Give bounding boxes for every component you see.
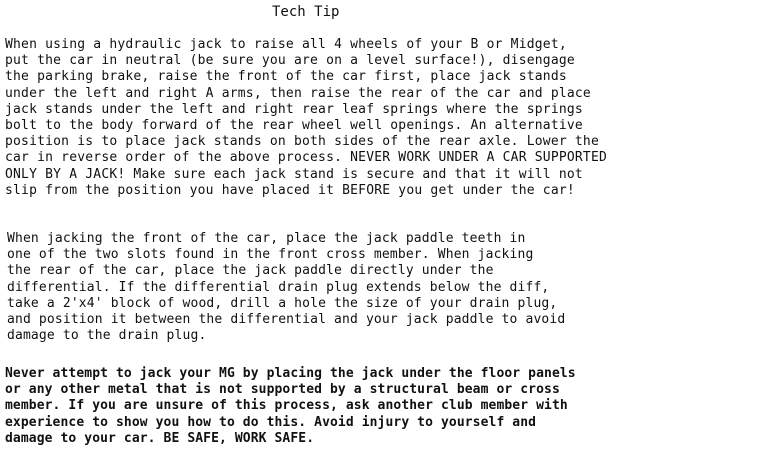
text-line: or any other metal that is not supported by a structural beam or cross: [5, 382, 560, 398]
text-line: experience to show you how to do this. Avoid injury to yourself and: [5, 414, 537, 430]
text-line: differential. If the differential drain plug extends below the diff,: [7, 279, 550, 295]
text-line: under the left and right A arms, then raise the rear of the car and place: [5, 85, 591, 101]
text-line: slip from the position you have placed it BEFORE you get under the car!: [5, 182, 575, 198]
text-line: the parking brake, raise the front of the car first, place jack stands: [5, 69, 567, 85]
text-line: damage to the drain plug.: [7, 328, 207, 344]
text-line: Never attempt to jack your MG by placing the jack under the floor panels: [5, 366, 576, 381]
text-line: ONLY BY A JACK! Make sure each jack stand is secure and that it will not: [5, 166, 583, 182]
text-line: take a 2'x4' block of wood, drill a hole the size of your drain plug,: [7, 295, 558, 311]
text-line: When jacking the front of the car, place the jack paddle teeth in: [7, 231, 526, 246]
page-title: Tech Tip: [272, 4, 340, 20]
text-line: one of the two slots found in the front cross member. When jacking: [7, 247, 534, 263]
text-line: put the car in neutral (be sure you are on a level surface!), disengage: [5, 53, 575, 69]
text-line: When using a hydraulic jack to raise all 4 wheels of your B or Midget,: [5, 37, 567, 52]
paragraph-jack-placement: [7, 231, 779, 344]
paragraph-safety-warning: [5, 366, 777, 447]
text-line: position is to place jack stands on both sides of the rear axle. Lower the: [5, 134, 599, 150]
text-line: damage to your car. BE SAFE, WORK SAFE.: [5, 430, 315, 446]
text-line: bolt to the body forward of the rear wheel well openings. An alternative: [5, 117, 583, 133]
text-line: and position it between the differential and your jack paddle to avoid: [7, 311, 566, 327]
text-line: jack stands under the left and right rear leaf springs where the springs: [5, 101, 583, 117]
text-line: the rear of the car, place the jack paddle directly under the: [7, 263, 494, 279]
paragraph-jack-stands: [5, 37, 777, 199]
text-line: car in reverse order of the above process. NEVER WORK UNDER A CAR SUPPORTED: [5, 150, 607, 166]
text-line: member. If you are unsure of this process, ask another club member with: [5, 398, 568, 414]
